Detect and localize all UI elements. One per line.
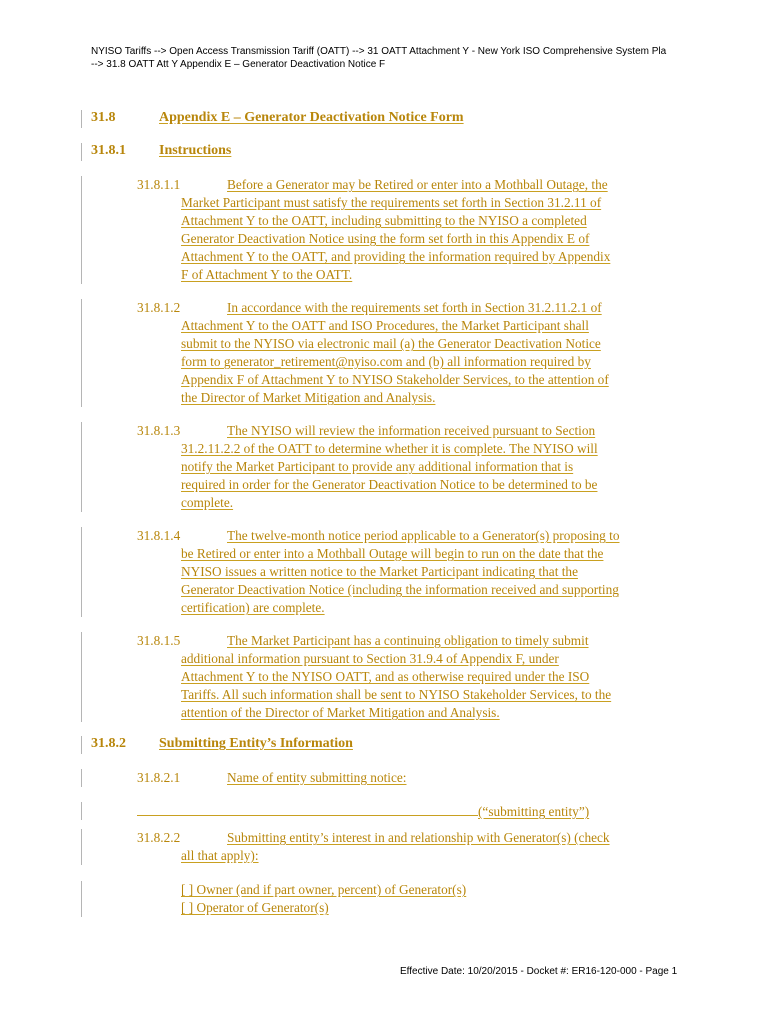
- paragraph-first-line: Before a Generator may be Retired or enter into a Mothball Outage, the: [227, 177, 608, 192]
- paragraph-line: Attachment Y to the NYISO OATT, and as otherwise required under the ISO: [181, 669, 590, 684]
- header-breadcrumb-line-2: --> 31.8 OATT Att Y Appendix E – Generator Deactivation Notice F: [91, 59, 386, 70]
- revision-bar: [81, 736, 82, 754]
- paragraph-first-line: Name of entity submitting notice:: [227, 770, 407, 785]
- section-heading-31-8: [91, 110, 464, 126]
- paragraph-line: Generator Deactivation Notice using the form set forth in this Appendix E of: [181, 231, 590, 246]
- revision-bar: [81, 299, 82, 407]
- paragraph-line: all that apply):: [181, 848, 259, 863]
- paragraph-line: notify the Market Participant to provide any additional information that is: [181, 459, 574, 474]
- revision-bar: [81, 802, 82, 820]
- interest-checkbox-list: [181, 881, 466, 917]
- paragraph-line: certification) are complete.: [181, 600, 325, 615]
- paragraph-line: F of Attachment Y to the OATT.: [181, 267, 353, 282]
- paragraph-line: Attachment Y to the OATT, and providing the information required by Appendix: [181, 249, 611, 264]
- revision-bar: [81, 527, 82, 617]
- paragraph-31-8-2-1: [137, 769, 682, 787]
- paragraph-first-line: The NYISO will review the information received pursuant to Section: [227, 423, 596, 438]
- paragraph-31-8-2-2: [137, 829, 682, 865]
- paragraph-line: Appendix F of Attachment Y to NYISO Stakeholder Services, to the attention of: [181, 372, 609, 387]
- page-header: [91, 45, 691, 71]
- section-heading-31-8-2: [91, 736, 353, 752]
- paragraph-number: 31.8.1.1: [137, 177, 181, 192]
- paragraph-31-8-1-2: [137, 299, 682, 407]
- paragraph-line: Attachment Y to the OATT and ISO Procedures, the Market Participant shall: [181, 318, 589, 333]
- paragraph-number: 31.8.2.2: [137, 830, 181, 845]
- paragraph-line: Generator Deactivation Notice (including the information received and supporting: [181, 582, 619, 597]
- section-number: 31.8.2: [91, 736, 126, 751]
- paragraph-first-line: The Market Participant has a continuing obligation to timely submit: [227, 633, 589, 648]
- revision-bar: [81, 829, 82, 865]
- paragraph-first-line: In accordance with the requirements set forth in Section 31.2.11.2.1 of: [227, 300, 602, 315]
- blank-underline[interactable]: [137, 802, 478, 816]
- revision-bar: [81, 110, 82, 128]
- revision-bar: [81, 881, 82, 917]
- revision-bar: [81, 769, 82, 787]
- section-title: Instructions: [159, 143, 232, 158]
- paragraph-31-8-1-3: [137, 422, 682, 512]
- paragraph-line: required in order for the Generator Deactivation Notice to be determined to be: [181, 477, 598, 492]
- header-breadcrumb-line-1: NYISO Tariffs --> Open Access Transmission Tariff (OATT) --> 31 OATT Attachment Y - New York ISO Comprehensive System Pla: [91, 46, 667, 57]
- paragraph-line: be Retired or enter into a Mothball Outage will begin to run on the date that the: [181, 546, 604, 561]
- paragraph-number: 31.8.1.4: [137, 528, 181, 543]
- paragraph-line: attention of the Director of Market Mitigation and Analysis.: [181, 705, 500, 720]
- checkbox-operator[interactable]: [ ] Operator of Generator(s): [181, 900, 329, 915]
- page-footer: Effective Date: 10/20/2015 - Docket #: ER16-120-000 - Page 1: [400, 966, 678, 977]
- paragraph-number: 31.8.1.5: [137, 633, 181, 648]
- paragraph-line: submit to the NYISO via electronic mail (a) the Generator Deactivation Notice: [181, 336, 601, 351]
- blank-suffix: (“submitting entity”): [478, 804, 590, 819]
- section-number: 31.8.1: [91, 143, 126, 158]
- revision-bar: [81, 632, 82, 722]
- paragraph-line: NYISO issues a written notice to the Market Participant indicating that the: [181, 564, 578, 579]
- paragraph-number: 31.8.1.3: [137, 423, 181, 438]
- section-number: 31.8: [91, 110, 116, 125]
- paragraph-31-8-1-4: [137, 527, 682, 617]
- paragraph-number: 31.8.1.2: [137, 300, 181, 315]
- paragraph-line: Tariffs. All such information shall be sent to NYISO Stakeholder Services, to the: [181, 687, 612, 702]
- revision-bar: [81, 143, 82, 161]
- paragraph-31-8-1-1: [137, 176, 682, 284]
- submitting-entity-blank[interactable]: [137, 802, 589, 821]
- section-heading-31-8-1: [91, 143, 231, 159]
- paragraph-line: the Director of Market Mitigation and Analysis.: [181, 390, 436, 405]
- paragraph-line: Attachment Y to the OATT, including submitting to the NYISO a completed: [181, 213, 587, 228]
- paragraph-31-8-1-5: [137, 632, 682, 722]
- paragraph-first-line: The twelve-month notice period applicable to a Generator(s) proposing to: [227, 528, 620, 543]
- paragraph-first-line: Submitting entity’s interest in and relationship with Generator(s) (check: [227, 830, 610, 845]
- section-title: Appendix E – Generator Deactivation Notice Form: [159, 110, 464, 125]
- checkbox-owner[interactable]: [ ] Owner (and if part owner, percent) of Generator(s): [181, 882, 467, 897]
- paragraph-line: Market Participant must satisfy the requirements set forth in Section 31.2.11 of: [181, 195, 602, 210]
- revision-bar: [81, 176, 82, 284]
- section-title: Submitting Entity’s Information: [159, 736, 353, 751]
- paragraph-number: 31.8.2.1: [137, 770, 181, 785]
- paragraph-line: form to generator_retirement@nyiso.com and (b) all information required by: [181, 354, 591, 369]
- paragraph-line: complete.: [181, 495, 234, 510]
- paragraph-line: additional information pursuant to Section 31.9.4 of Appendix F, under: [181, 651, 559, 666]
- revision-bar: [81, 422, 82, 512]
- paragraph-line: 31.2.11.2.2 of the OATT to determine whether it is complete. The NYISO will: [181, 441, 598, 456]
